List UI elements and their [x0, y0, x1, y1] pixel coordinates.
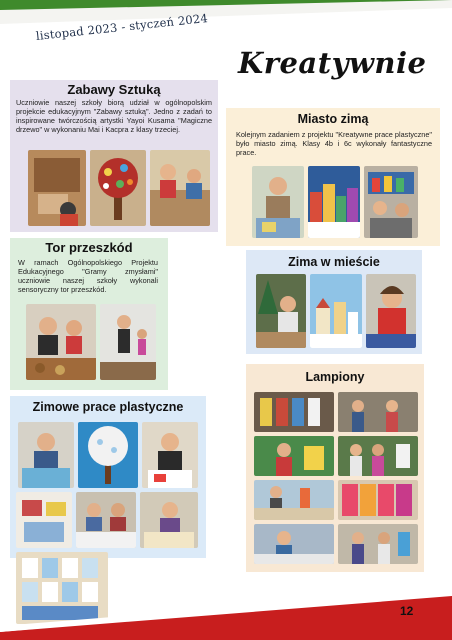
photo-student-drawing — [18, 422, 74, 488]
section-text: W ramach Ogólnopolskiego Projektu Edukacyjnego "Gramy zmysłami" uczniowie naszej szkoły wykonali sensoryczny tor przeszkód. — [18, 258, 158, 294]
section-zabawy-sztuka — [10, 80, 218, 232]
section-lampiony — [246, 364, 424, 572]
photo-boy-with-artwork — [142, 422, 198, 488]
photo-tree-artwork — [28, 150, 86, 226]
photo-lanterns-row — [254, 392, 334, 432]
section-tor-przeszkod — [10, 238, 168, 390]
section-title: Lampiony — [305, 370, 365, 384]
photo-winter-tree-artwork — [78, 422, 138, 488]
photo-girls-with-lanterns — [338, 436, 418, 476]
section-text: Kolejnym zadaniem z projektu "Kreatywne prace plastyczne" było miasto zimą. Klasy 4b i 6c wykonały fantastyczne prace. — [236, 130, 432, 157]
photo-artwork-on-table — [16, 492, 72, 548]
date-range: listopad 2023 - styczeń 2024 — [35, 10, 209, 43]
photo-students-lanterns — [338, 392, 418, 432]
section-miasto-zima — [226, 108, 440, 246]
section-title: Miasto zimą — [297, 112, 369, 126]
photo-students-at-desk — [76, 492, 136, 548]
photo-student-painting — [252, 166, 304, 238]
section-title: Zimowe prace plastyczne — [32, 400, 184, 414]
photo-girl-painting — [140, 492, 198, 548]
photo-colorful-lanterns — [338, 480, 418, 520]
page-title: Kreatywnie — [238, 46, 427, 80]
photo-obstacle-course — [100, 304, 156, 380]
section-title: Zabawy Sztuką — [67, 82, 161, 97]
bottom-banner — [0, 590, 452, 640]
photo-sensory-path — [26, 304, 96, 380]
section-title: Tor przeszkód — [45, 240, 133, 255]
photo-boy-crafting — [254, 436, 334, 476]
photo-students-with-artwork — [364, 166, 418, 238]
photo-students-smiling — [338, 524, 418, 564]
section-zima-w-miescie — [246, 250, 422, 354]
section-text: Uczniowie naszej szkoły biorą udział w ogólnopolskim projekcie edukacyjnym "Zabawy sztuką". Jedno z zadań to inspirowane twórczością artystki Yayoi Kusama "Magiczne drzewo" w wykonaniu Mai i Kacpra z klasy trzeciej. — [16, 98, 212, 134]
page-number: 12 — [400, 604, 414, 618]
section-title: Zima w mieście — [288, 255, 380, 269]
section-zimowe-prace-plastyczne — [10, 396, 206, 558]
photo-student-painting-red — [366, 274, 416, 348]
photo-student-with-tree — [256, 274, 306, 348]
photo-craft-table — [254, 480, 334, 520]
photo-children-working — [150, 150, 210, 226]
photo-magic-tree — [90, 150, 146, 226]
photo-winter-city-artwork — [308, 166, 360, 238]
photo-boy-at-desk — [254, 524, 334, 564]
photo-winter-town-model — [310, 274, 362, 348]
